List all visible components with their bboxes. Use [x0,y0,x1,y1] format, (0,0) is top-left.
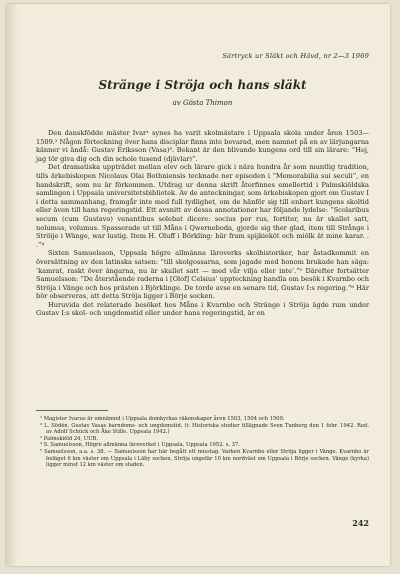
footnote: ³ Palmskiöld 24, UUB. [40,435,98,442]
paragraph: Huruvida det relaterade besöket hos Måns i Kvarnbo och Stränge i Ströja ägde rum under Gustav I:s skol- och ungdomstid eller under hans regeringstid, är en [36,300,369,318]
article-title: Stränge i Ströja och hans släkt [98,78,307,92]
footnote: ⁴ S. Samuelsson, Högre allmänna läroverket i Uppsala, Uppsala 1952. s. 37. [40,442,240,449]
footnote: ¹ Magister Ivarus är omnämnd i Uppsala domkyrkas räkenskaper åren 1503, 1504 och 1509. [40,416,285,422]
footnote: ² L. Södén, Gustav Vasas barndoms- och ungdomstid. (i: Historiska studier tillägnade Sven Tunberg den 1 febr. 1942. Red. av Adolf Schück och Åke Stille. Uppsala 1942.) [40,422,369,436]
article-author: av Gösta Thimon [172,99,233,107]
page-fold-shadow [6,4,18,566]
paragraph: Den danskfödde mäster Ivar¹ synes ha varit skolmästare i Uppsala skola under åren 1503—1509.² Någon förteckning över hans disciplar finns inte bevarad, men namnet på en av lärjungarna känner vi ändå: Gustav Eriksson (Vasa)³. Bekant är den blivande kungens ord till sin lärare: ”Hej, jag tör giva dig och din schole tusend (djävlar)”. [36,129,369,163]
printed-page [6,4,390,566]
reprint-header: Särtryck ur Släkt och Hävd, nr 2—3 1969 [222,52,369,60]
article-body [36,129,369,318]
footnote-rule [36,410,108,411]
paragraph: Sixten Samuelsson, Uppsala högre allmänna läroverks skolhistoriker, har åstadkommit en översättning av den latinska satsen: ”till skolgossarna, som jagade med honom brukade han säga: ’kamrat, raskt över ängarna, nu är skallet satt — med vår vilja eller inte’.”⁵ Därefter fortsätter Samuelsson: ”De återstående raderna i [Olof] Celsius’ uppteckning handla om besök i Kvarnbo och Ströja i Vänge och hos prästen i Björklinge. De torde avse en senare tid, Gustav I:s regering.”⁶ Här bör observeras, att detta Ströja ligger i Börje socken. [36,249,369,301]
page-number: 242 [352,518,369,528]
footnote: ⁵ Samuelsson, a.a. s. 38. — Samuelsson har här begått ett misstag. Varken Kvarnbo eller Ströja ligger i Vänge. Kvarnbo är beläget 6 km väster om Uppsala i Läby socken, Ströja ungefär 10 km nordväst om Uppsala i Börje socken. Vänge (kyrka) ligger minst 12 km väster om staden. [40,448,369,469]
paragraph: Det dramatiska uppträdet mellan elev och lärare gick i nära hundra år som muntlig tradition, tills ärkebiskopen Nicolaus Olai Bothniensis tecknade ner episoden i ”Memorabilia sui seculi”, en handskrift, som nu är förkommen. Utdrag ur denna skrift återfinnes emellertid i Palmskiöldska samlingen i Uppsala universitetsbibliotek. Av de anteckningar, som ärkebiskopen gjort om Gustav I i detta sammanhang, framgår inte med full tydlighet, om de hänför sig till enbart kungens skoltid eller även till hans regeringstid. Ett avsnitt av dessa annotationer har följande lydelse: ”Scolaribus secum (cum Gustavo) venantibus solebat dicere: socius per rus, fortiter, nu är skallet satt, nolumus, volumus. Spasserade ut till Måns i Qwerneboda, gjorde sig ther glad, item till Strånge i Ströije i Wänge, war lustig. Item H. Oluff i Börkling: bär fram spijkieköt och miölk ät mine karar. . .”⁴ [36,163,369,249]
footnotes [36,416,369,469]
